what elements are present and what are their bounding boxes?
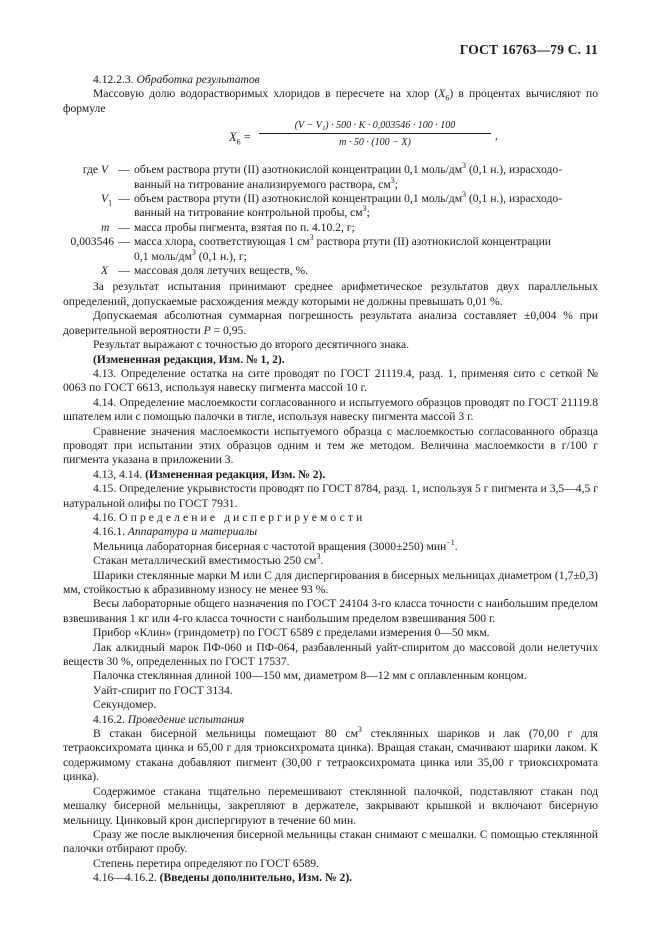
page-body xyxy=(63,73,598,886)
definition-continuation: ванный на титрование анализируемого раствора, $см^3$; xyxy=(134,175,398,191)
formula-fraction xyxy=(259,119,491,149)
section-title: Определение диспергируемости xyxy=(119,510,366,524)
section-title: Аппаратура и материалы xyxy=(127,525,258,539)
page-header: ГОСТ 16763—79 С. 11 xyxy=(459,42,598,57)
amendment-note: 4.13, 4.14. (Измененная редакция, Изм. № 2). xyxy=(93,467,326,481)
paragraph: Стакан металлический вместимостью 250 $см^3$. xyxy=(93,552,324,568)
section-heading: 4.16.1. Аппаратура и материалы xyxy=(93,525,258,539)
definition-row: 0,003546 — масса хлора, соответствующая 1 $см^3$ раствора ртути (II) азотнокислой концентрации xyxy=(70,233,552,249)
formula-denominator: m · 50 · (100 − X) xyxy=(339,137,411,149)
paragraph: 4.14. Определение маслоемкости согласованного и испытуемого образцов проводят по ГОСТ 21119.8 шпателем или с помощью палочки в тигле, используя навеску пигмента массой 3 г. xyxy=(63,395,598,424)
definition-continuation: 0,1 моль/$дм^3$ (0,1 н.), г; xyxy=(134,247,247,263)
definition-row: X — массовая доля летучих веществ, %. xyxy=(101,264,309,278)
paragraph: Шарики стеклянные марки М или С для диспергирования в бисерных мельницах диаметром (1,7±0,3) мм, стойкостью к абразивному износу не менее 93 %. xyxy=(63,568,598,596)
definition-row: $V_1$ — объем раствора ртути (II) азотнокислой концентрации 0,1 моль/$дм^3$ (0,1 н.), израсходо- xyxy=(101,190,563,208)
definition-row: где V — объем раствора ртути (II) азотнокислой концентрации 0,1 моль/$дм^3$ (0,1 н.), израсходо- xyxy=(82,161,563,177)
paragraph: 4.15. Определение укрывистости проводят по ГОСТ 8784, разд. 1, используя 5 г пигмента и 3,5—4,5 г натуральной олифы по ГОСТ 7931. xyxy=(63,482,598,510)
paragraph: Весы лабораторные общего назначения по ГОСТ 24104 3-го класса точности с наибольшим пределом взвешивания 1 кг или 4-го класса точности с наибольшим пределом взвешивания 500 г. xyxy=(63,597,598,625)
section-heading: 4.16.2. Проведение испытания xyxy=(93,712,245,726)
section-heading: 4.16. Определение диспергируемости xyxy=(93,510,366,524)
chloride-formula xyxy=(63,116,598,161)
section-title: Проведение испытания xyxy=(127,712,245,726)
definition-symbol: V xyxy=(101,163,109,177)
paragraph: Секундомер. xyxy=(93,698,157,712)
section-title: Обработка результатов xyxy=(136,73,260,86)
paragraph: Палочка стеклянная длиной 100—150 мм, диаметром 8—12 мм с оплавленным концом. xyxy=(93,669,527,683)
paragraph: 4.13. Определение остатка на сите проводят по ГОСТ 21119.4, разд. 1, применяя сито с сеткой № 0063 по ГОСТ 6613, используя навеску пигмента массой 10 г. xyxy=(63,366,598,395)
where-label: где xyxy=(82,163,99,177)
paragraph: Уайт-спирит по ГОСТ 3134. xyxy=(93,683,233,697)
formula-numerator: (V − V₁) · 500 · K · 0,003546 · 100 · 100 xyxy=(259,119,491,134)
paragraph: Мельница лабораторная бисерная с частотой вращения (3000±250) мин$^{-1}$. xyxy=(93,537,458,553)
paragraph: Сравнение значения маслоемкости испытуемого образца с маслоемкостью согласованного образца проводят при испытании этих образцов одним и тем же методом. Величина маслоемкости в г/100 г пигмента указана в приложении 3. xyxy=(63,424,598,467)
paragraph: В стакан бисерной мельницы помещают 80 $см^3$ стеклянных шариков и лак (70,00 г для тетраоксихромата цинка и 65,00 г для триоксихромата цинка). Вращая стакан, смачивают шарики лаком. К содержимому стакана добавляют пигмент (30,00 г тетраоксихромата цинка или 35,00 г триоксихромата цинка). xyxy=(63,725,598,784)
paragraph: За результат испытания принимают среднее арифметическое результатов двух параллельных определений, допускаемые расхождения между которыми не должны превышать 0,01 %. xyxy=(63,280,598,308)
definition-row: m — масса пробы пигмента, взятая по п. 4.10.2, г; xyxy=(101,220,355,234)
paragraph: Содержимое стакана тщательно перемешивают стеклянной палочкой, подставляют стакан под мешалку бисерной мельницы, закрепляют в держателе, закрывают крышкой и включают бисерную мельницу. Цинковый крон диспергируют в течение 60 мин. xyxy=(63,784,598,827)
formula-lhs: $X_6$ = xyxy=(229,130,251,147)
definitions-list xyxy=(63,163,598,278)
definition-continuation: ванный на титрование контрольной пробы, $см^3$; xyxy=(134,204,370,220)
amendment-note: 4.16—4.16.2. (Введены дополнительно, Изм. № 2). xyxy=(93,871,353,885)
definition-symbol: $V_1$ xyxy=(101,192,113,208)
formula-comma: , xyxy=(495,129,498,143)
definition-symbol: 0,003546 xyxy=(70,235,114,249)
definition-symbol: m xyxy=(101,220,110,234)
amendment-note: (Измененная редакция, Изм. № 1, 2). xyxy=(93,352,285,366)
paragraph: Степень перетира определяют по ГОСТ 6589. xyxy=(93,856,319,870)
section-heading: 4.12.2.3. Обработка результатов xyxy=(93,73,260,86)
paragraph: Результат выражают с точностью до второго десятичного знака. xyxy=(93,338,410,352)
paragraph: Сразу же после выключения бисерной мельницы стакан снимают с мешалки. С помощью стеклянной палочки отбирают пробу. xyxy=(63,827,598,856)
formula-intro: Массовую долю водорастворимых хлоридов в пересчете на хлор $(X_6)$ в процентах вычисляют по формуле xyxy=(63,87,598,115)
definition-symbol: X xyxy=(101,264,109,278)
paragraph: Допускаемая абсолютная суммарная погрешность результата анализа составляет ±0,004 % при доверительной вероятности P = 0,95. xyxy=(63,309,598,337)
paragraph: Лак алкидный марок ПФ-060 и ПФ-064, разбавленный уайт-спиритом до массовой доли нелетучих веществ 30 %, определенных по ГОСТ 17537. xyxy=(63,640,598,669)
paragraph: Прибор «Клин» (гриндометр) по ГОСТ 6589 с пределами измерения 0—50 мкм. xyxy=(93,626,490,640)
